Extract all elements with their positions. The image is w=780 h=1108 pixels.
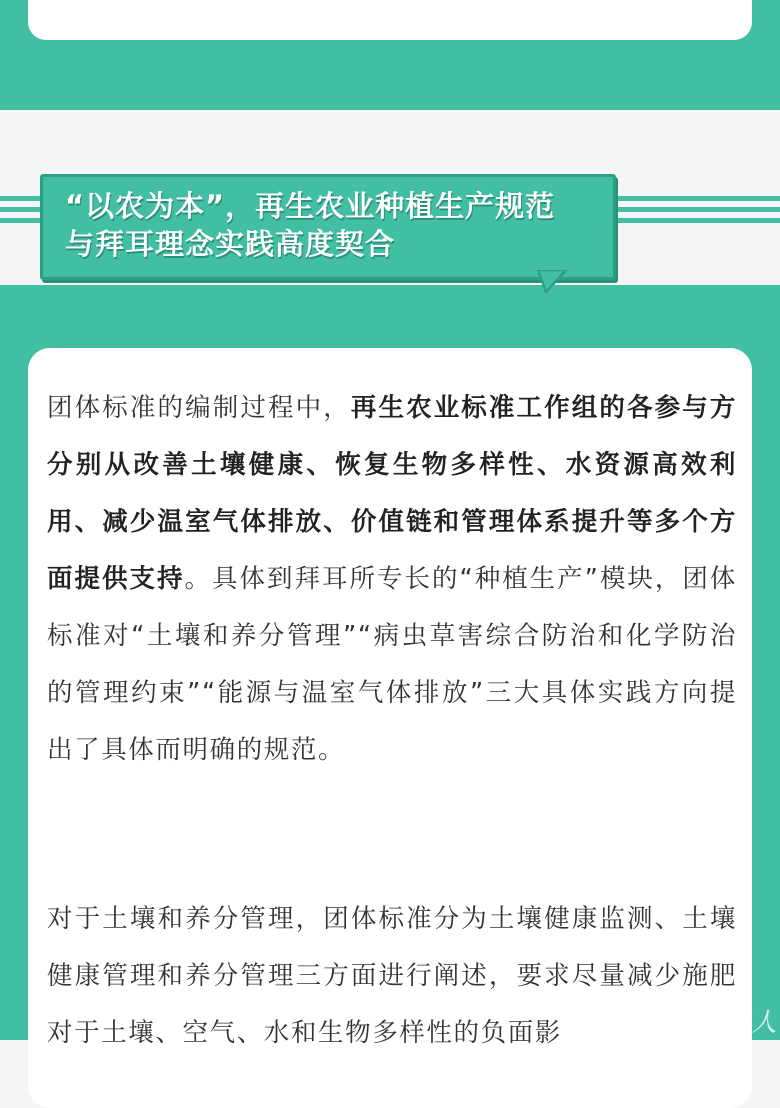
section-title (65, 187, 597, 263)
article-paragraph-2: 对于土壤和养分管理，团体标准分为土壤健康监测、土壤健康管理和养分管理三方面进行阐述，要求尽量减少施肥对于土壤、空气、水和生物多样性的负面影 (47, 904, 737, 1048)
section-title-line-1: “以农为本”，再生农业种植生产规范 (65, 189, 556, 223)
watermark: 191农资人 (644, 1008, 778, 1038)
paragraph-1-rest: 。具体到拜耳所专长的“种植生产”模块，团体标准对“土壤和养分管理”“病虫草害综合防治和化学防治的管理约束”“能源与温室气体排放”三大具体实践方向提出了具体而明确的规范。 (47, 564, 737, 765)
section-title-box (40, 174, 616, 280)
paragraph-1-lead: 团体标准的编制过程中， (47, 393, 351, 423)
speech-tail-icon (532, 270, 572, 294)
paragraph-1-emphasis: 再生农业标准工作组的各参与方分别从改善土壤健康、恢复生物多样性、水资源高效利用、减少温室气体排放、价值链和管理体系提升等多个方面提供支持 (47, 393, 737, 594)
decorative-stripes-right (600, 196, 780, 224)
previous-content-card (28, 0, 752, 40)
article-paragraph-1 (47, 380, 737, 779)
section-title-line-2: 与拜耳理念实践高度契合 (65, 227, 396, 261)
